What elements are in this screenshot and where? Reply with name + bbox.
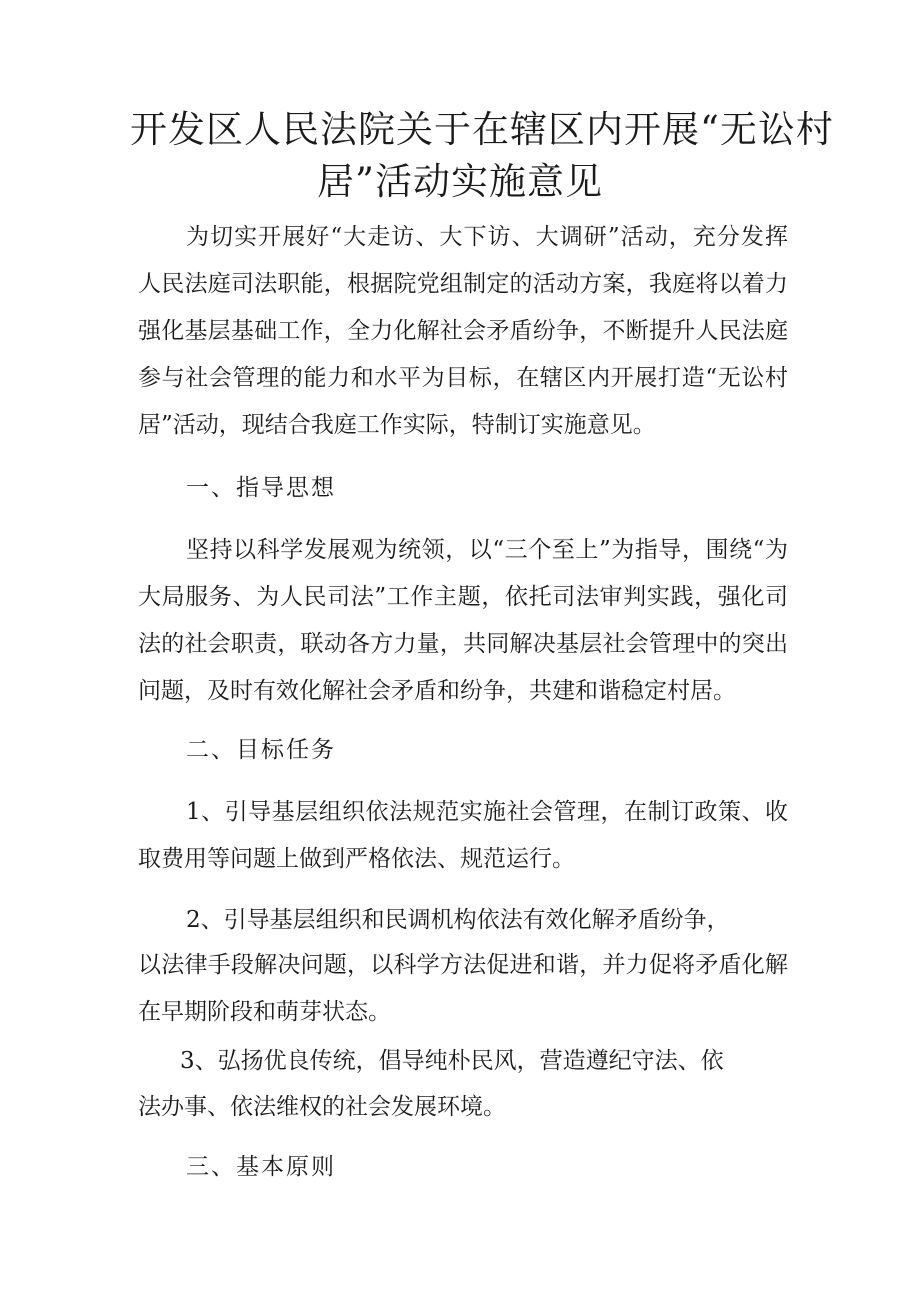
section-heading-goals-tasks: 二、目标任务: [186, 737, 336, 763]
section-heading-guiding-ideology: 一、指导思想: [186, 475, 336, 501]
document-title-line-2: 居”活动实施意见: [317, 160, 603, 203]
paragraph-line: 坚持以科学发展观为统领，以“三个至上”为指导，围绕“为: [186, 537, 788, 563]
intro-line: 强化基层基础工作，全力化解社会矛盾纷争，不断提升人民法庭: [138, 318, 788, 344]
paragraph-line: 1、引导基层组织依法规范实施社会管理，在制订政策、收: [186, 799, 788, 825]
paragraph-line: 取费用等问题上做到严格依法、规范运行。: [138, 846, 575, 872]
intro-line: 居”活动，现结合我庭工作实际，特制订实施意见。: [138, 412, 656, 438]
intro-line: 人民法庭司法职能，根据院党组制定的活动方案，我庭将以着力: [138, 271, 788, 297]
paragraph-line: 以法律手段解决问题，以科学方法促进和谐，并力促将矛盾化解: [138, 952, 788, 978]
paragraph-line: 法的社会职责，联动各方力量，共同解决基层社会管理中的突出: [138, 631, 788, 657]
paragraph-line: 2、引导基层组织和民调机构依法有效化解矛盾纷争，: [186, 907, 730, 933]
paragraph-line: 3、弘扬优良传统，倡导纯朴民风，营造遵纪守法、依: [180, 1048, 724, 1074]
document-title-line-1: 开发区人民法院关于在辖区内开展“无讼村: [130, 108, 834, 151]
intro-line: 为切实开展好“大走访、大下访、大调研”活动，充分发挥: [186, 224, 788, 250]
paragraph-line: 问题，及时有效化解社会矛盾和纷争，共建和谐稳定村居。: [138, 678, 736, 704]
paragraph-line: 法办事、依法维权的社会发展环境。: [138, 1094, 506, 1120]
paragraph-line: 在早期阶段和萌芽状态。: [138, 999, 391, 1025]
intro-line: 参与社会管理的能力和水平为目标，在辖区内开展打造“无讼村: [138, 365, 788, 391]
section-heading-basic-principles: 三、基本原则: [186, 1154, 336, 1180]
paragraph-line: 大局服务、为人民司法”工作主题，依托司法审判实践，强化司: [138, 584, 788, 610]
